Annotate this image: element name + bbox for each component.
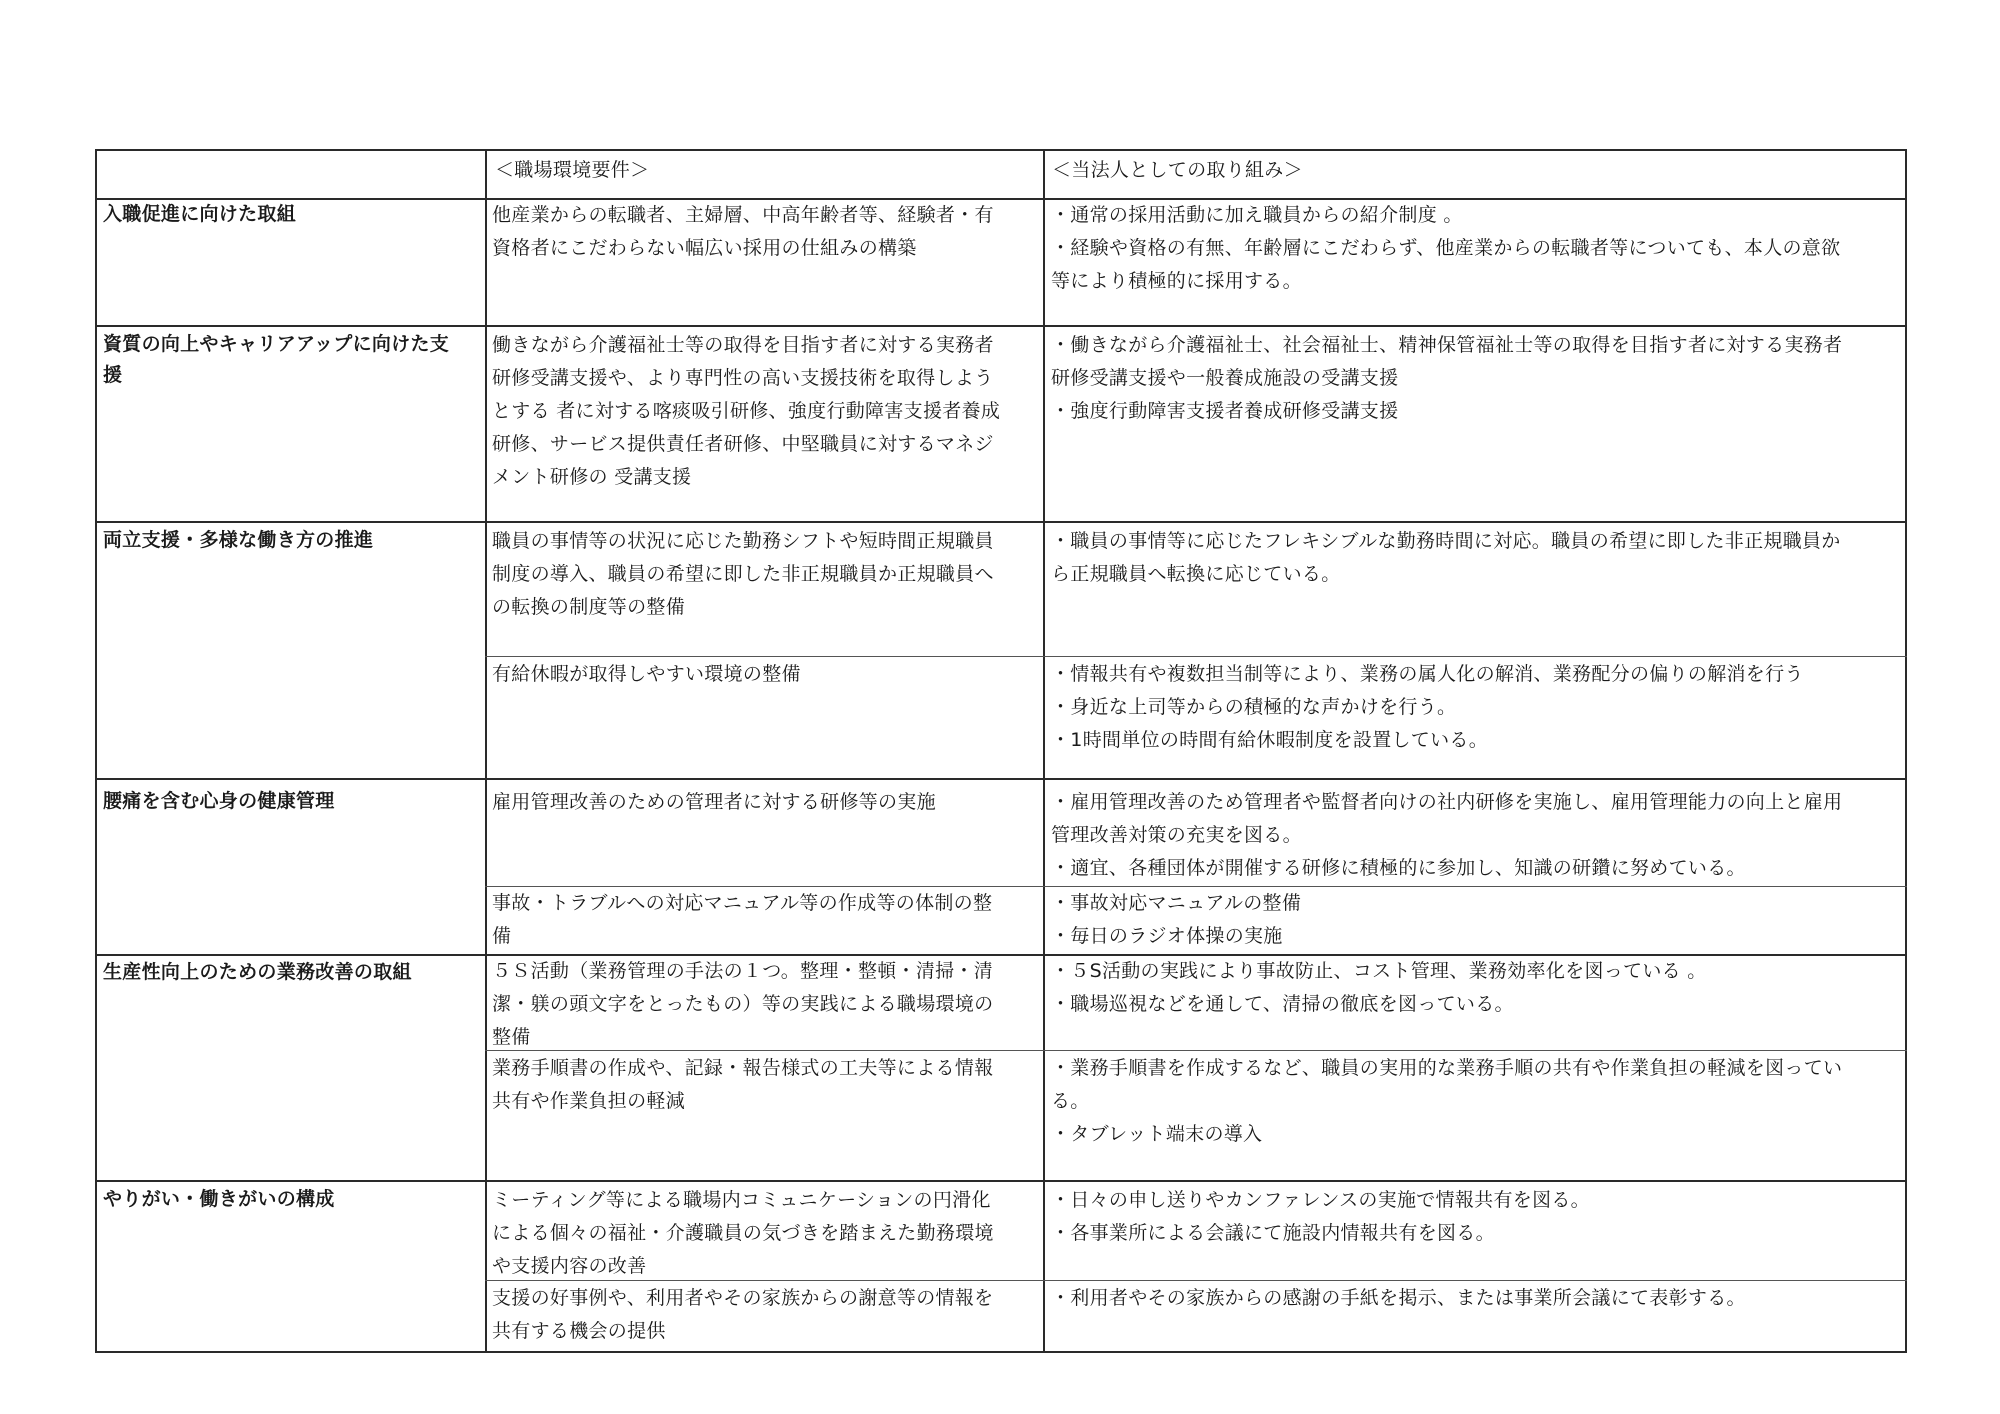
effort-cell: ・情報共有や複数担当制等により、業務の属人化の解消、業務配分の偏りの解消を行う ・身近な上司等からの積極的な声かけを行う。 ・1時間単位の時間有給休暇制度を設置している。 xyxy=(1051,663,1804,751)
row-divider-3 xyxy=(95,778,1907,780)
requirement-cell: 支援の好事例や、利用者やその家族からの謝意等の情報を 共有する機会の提供 xyxy=(492,1287,994,1342)
category-career-development: 資質の向上やキャリアアップに向けた支 援 xyxy=(103,333,450,386)
header-efforts: ＜当法人としての取り組み＞ xyxy=(1052,159,1303,181)
category-health-management: 腰痛を含む心身の健康管理 xyxy=(103,790,335,812)
effort-cell: ・日々の申し送りやカンファレンスの実施で情報共有を図る。 ・各事業所による会議にて施設内情報共有を図る。 xyxy=(1051,1189,1590,1244)
row-divider-1 xyxy=(95,325,1907,327)
row-divider-5 xyxy=(95,1180,1907,1182)
effort-cell: ・事故対応マニュアルの整備 ・毎日のラジオ体操の実施 xyxy=(1051,892,1302,947)
category-work-life-balance: 両立支援・多様な働き方の推進 xyxy=(103,529,374,551)
column-divider-1 xyxy=(485,149,487,1353)
column-divider-2 xyxy=(1043,149,1045,1353)
effort-cell: ・利用者やその家族からの感謝の手紙を掲示、または事業所会議にて表彰する。 xyxy=(1051,1287,1746,1309)
requirement-cell: 他産業からの転職者、主婦層、中高年齢者等、経験者・有 資格者にこだわらない幅広い採用の仕組みの構築 xyxy=(492,204,994,259)
row-divider-2 xyxy=(95,521,1907,523)
effort-cell: ・職員の事情等に応じたフレキシブルな勤務時間に対応。職員の希望に即した非正規職員か ら正規職員へ転換に応じている。 xyxy=(1051,530,1841,585)
effort-cell: ・働きながら介護福祉士、社会福祉士、精神保管福祉士等の取得を目指す者に対する実務者 研修受講支援や一般養成施設の受講支援 ・強度行動障害支援者養成研修受講支援 xyxy=(1051,334,1843,422)
requirement-cell: 働きながら介護福祉士等の取得を目指す者に対する実務者 研修受講支援や、より専門性の高い支援技術を取得しよう とする 者に対する喀痰吸引研修、強度行動障害支援者養成 研修、サービス提供責任者研修、中堅職員に対するマネジ メント研修の 受講支援 xyxy=(492,334,1001,488)
table-border-bottom xyxy=(95,1351,1907,1353)
subrow-divider-3 xyxy=(485,656,1907,657)
header-requirements: ＜職場環境要件＞ xyxy=(495,159,650,181)
requirement-cell: 有給休暇が取得しやすい環境の整備 xyxy=(492,663,801,685)
requirement-cell: ミーティング等による職場内コミュニケーションの円滑化 による個々の福祉・介護職員の気づきを踏まえた勤務環境 や支援内容の改善 xyxy=(492,1189,994,1277)
table-border-top xyxy=(95,149,1907,151)
table-border-left xyxy=(95,149,97,1353)
category-productivity: 生産性向上のための業務改善の取組 xyxy=(103,961,412,983)
requirement-cell: 雇用管理改善のための管理者に対する研修等の実施 xyxy=(492,791,936,813)
requirement-cell: 業務手順書の作成や、記録・報告様式の工夫等による情報 共有や作業負担の軽減 xyxy=(492,1057,994,1112)
requirement-cell: ５Ｓ活動（業務管理の手法の１つ。整理・整頓・清掃・清 潔・躾の頭文字をとったもの）等の実践による職場環境の 整備 xyxy=(492,960,994,1048)
category-job-satisfaction: やりがい・働きがいの構成 xyxy=(103,1188,335,1210)
effort-cell: ・通常の採用活動に加え職員からの紹介制度 。 ・経験や資格の有無、年齢層にこだわらず、他産業からの転職者等についても、本人の意欲 等により積極的に採用する。 xyxy=(1051,204,1841,292)
requirement-cell: 職員の事情等の状況に応じた勤務シフトや短時間正規職員 制度の導入、職員の希望に即した非正規職員か正規職員へ の転換の制度等の整備 xyxy=(492,530,994,618)
effort-cell: ・５S活動の実践により事故防止、コスト管理、業務効率化を図っている 。 ・職場巡視などを通して、清掃の徹底を図っている。 xyxy=(1051,960,1707,1015)
requirement-cell: 事故・トラブルへの対応マニュアル等の作成等の体制の整 備 xyxy=(492,892,993,947)
category-recruitment: 入職促進に向けた取組 xyxy=(103,203,297,225)
effort-cell: ・雇用管理改善のため管理者や監督者向けの社内研修を実施し、雇用管理能力の向上と雇用 管理改善対策の充実を図る。 ・適宜、各種団体が開催する研修に積極的に参加し、知識の研鑽に努めている。 xyxy=(1051,791,1843,879)
table-border-right xyxy=(1905,149,1907,1353)
effort-cell: ・業務手順書を作成するなど、職員の実用的な業務手順の共有や作業負担の軽減を図ってい る。 ・タブレット端末の導入 xyxy=(1051,1057,1843,1145)
